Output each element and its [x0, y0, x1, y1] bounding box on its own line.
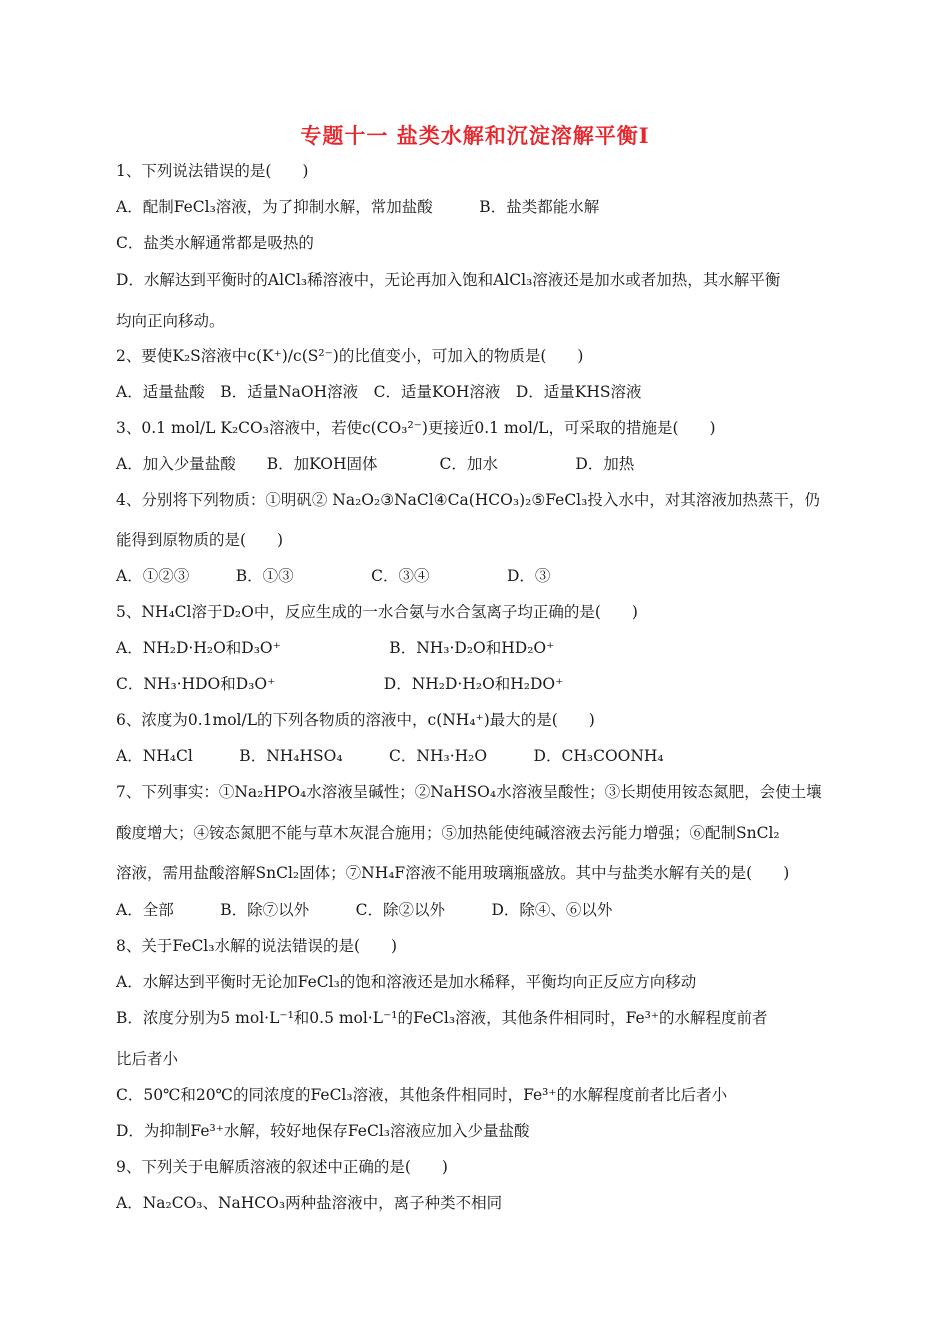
question-5-options-cd: C．NH₃·HDO和D₃O⁺ D．NH₂D·H₂O和H₂DO⁺: [116, 675, 564, 693]
question-7-stem: 7、下列事实：①Na₂HPO₄水溶液呈碱性；②NaHSO₄水溶液呈酸性；③长期使用铵态氮肥，会使土壤: [116, 783, 822, 801]
question-8-option-a: A．水解达到平衡时无论加FeCl₃的饱和溶液还是加水稀释，平衡均向正反应方向移动: [116, 973, 697, 991]
question-1-stem: 1、下列说法错误的是( ): [116, 162, 309, 180]
question-6-options: A．NH₄Cl B．NH₄HSO₄ C．NH₃·H₂O D．CH₃COONH₄: [116, 747, 664, 765]
question-7-options: A．全部 B．除⑦以外 C．除②以外 D．除④、⑥以外: [116, 901, 613, 919]
question-1-option-d: D．水解达到平衡时的AlCl₃稀溶液中，无论再加入饱和AlCl₃溶液还是加水或者加热，其水解平衡: [116, 271, 781, 289]
question-7-stem-continued-1: 酸度增大；④铵态氮肥不能与草木灰混合施用；⑤加热能使纯碱溶液去污能力增强；⑥配制SnCl₂: [116, 824, 780, 842]
question-4-stem: 4、分别将下列物质：①明矾② Na₂O₂③NaCl④Ca(HCO₃)₂⑤FeCl₃投入水中，对其溶液加热蒸干，仍: [116, 491, 820, 509]
question-4-stem-continued: 能得到原物质的是( ): [116, 531, 284, 549]
question-5-stem: 5、NH₄Cl溶于D₂O中，反应生成的一水合氨与水合氢离子均正确的是( ): [116, 603, 638, 621]
question-8-option-d: D．为抑制Fe³⁺水解，较好地保存FeCl₃溶液应加入少量盐酸: [116, 1122, 530, 1140]
question-8-option-b: B．浓度分别为5 mol·L⁻¹和0.5 mol·L⁻¹的FeCl₃溶液，其他条件相同时，Fe³⁺的水解程度前者: [116, 1009, 768, 1027]
question-1-options-ab: A．配制FeCl₃溶液，为了抑制水解，常加盐酸 B．盐类都能水解: [116, 198, 600, 216]
question-7-stem-continued-2: 溶液，需用盐酸溶解SnCl₂固体；⑦NH₄F溶液不能用玻璃瓶盛放。其中与盐类水解有关的是( ): [116, 864, 790, 882]
question-8-option-c: C．50℃和20℃的同浓度的FeCl₃溶液，其他条件相同时，Fe³⁺的水解程度前者比后者小: [116, 1086, 728, 1104]
question-4-options: A．①②③ B．①③ C．③④ D．③: [116, 567, 551, 585]
question-5-options-ab: A．NH₂D·H₂O和D₃O⁺ B．NH₃·D₂O和HD₂O⁺: [116, 639, 555, 657]
question-2-stem: 2、要使K₂S溶液中c(K⁺)/c(S²⁻)的比值变小，可加入的物质是( ): [116, 347, 584, 365]
question-9-stem: 9、下列关于电解质溶液的叙述中正确的是( ): [116, 1158, 448, 1176]
document-title: 专题十一 盐类水解和沉淀溶解平衡Ⅰ: [300, 123, 650, 148]
question-2-options: A．适量盐酸 B．适量NaOH溶液 C．适量KOH溶液 D．适量KHS溶液: [116, 383, 642, 401]
question-3-stem: 3、0.1 mol/L K₂CO₃溶液中，若使c(CO₃²⁻)更接近0.1 mol/L，可采取的措施是( ): [116, 419, 716, 437]
question-8-option-b-continued: 比后者小: [116, 1050, 179, 1068]
question-1-option-d-continued: 均向正向移动。: [116, 312, 225, 330]
question-6-stem: 6、浓度为0.1mol/L的下列各物质的溶液中，c(NH₄⁺)最大的是( ): [116, 711, 595, 729]
question-8-stem: 8、关于FeCl₃水解的说法错误的是( ): [116, 937, 398, 955]
question-9-option-a: A．Na₂CO₃、NaHCO₃两种盐溶液中，离子种类不相同: [116, 1194, 503, 1212]
question-1-option-c: C．盐类水解通常都是吸热的: [116, 234, 314, 252]
question-3-options: A．加入少量盐酸 B．加KOH固体 C．加水 D．加热: [116, 455, 635, 473]
